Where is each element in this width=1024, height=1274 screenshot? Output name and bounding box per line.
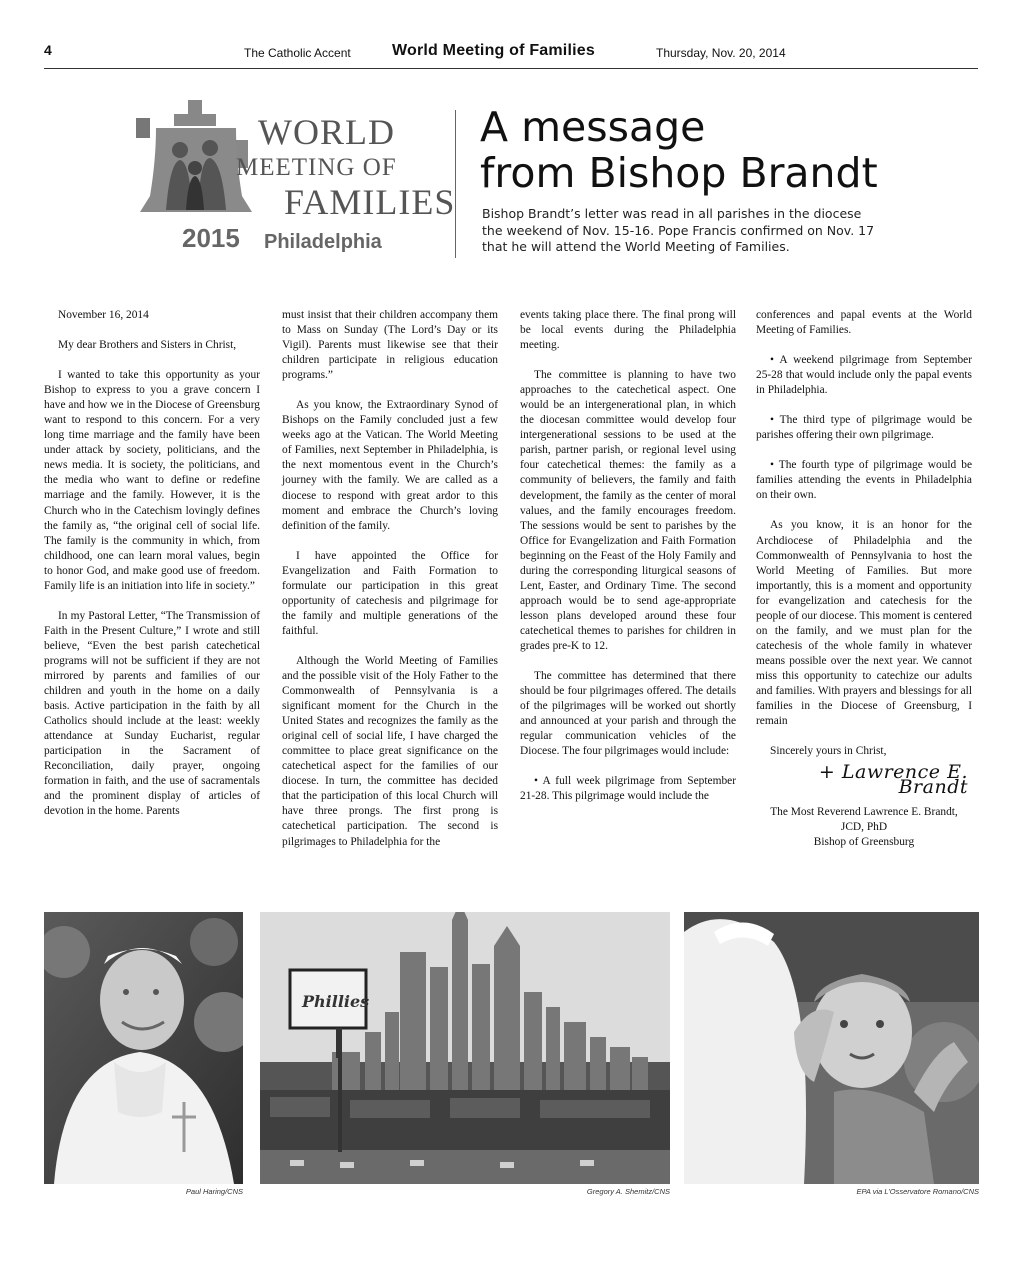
letter-paragraph: Although the World Meeting of Families and the possible visit of the Holy Father to the Commonwealth of Pennsylvania is a significant moment for the Church in the United States and recognizes the family as the original cell of social life, I have charged the committee to place great significance on the catechetical aspect for the families of our diocese. In turn, the committee has decided that the participation of this local Church will have three prongs. The first prong is catechetical participation. The second is pilgrimages to Philadelphia for the (282, 654, 498, 848)
letter-paragraph: I have appointed the Office for Evangelization and Faith Formation to formulate our participation in this great opportunity of catechesis and pilgrimage for the family and multiple generations of the faithful. (282, 549, 498, 637)
letter-paragraph: As you know, it is an honor for the Archdiocese of Philadelphia and the Commonwealth of Pennsylvania to host the World Meeting of Families. But more importantly, this is a moment and opportunity for evangelization and catechesis for the people of our diocese. This moment is centered on the family, and we must plan for the catechesis of the whole family in whatever means possible over the next year. We cannot miss this opportunity to catechize our adults and families. With prayers and blessings for all families in the Diocese of Greensburg, I remain (756, 519, 972, 728)
publication-name: The Catholic Accent (244, 46, 351, 60)
headline-line-2: from Bishop Brandt (480, 149, 878, 197)
letter-paragraph: events taking place there. The final prong will be local events during the Philadelphia meeting. (520, 309, 736, 352)
signer-degrees: JCD, PhD (840, 821, 888, 834)
letter-salutation: My dear Brothers and Sisters in Christ, (58, 339, 237, 352)
photo-credit: EPA via L’Osservatore Romano/CNS (856, 1187, 979, 1196)
letter-paragraph: I wanted to take this opportunity as your Bishop to express to you a grave concern I have and how we in the Diocese of Greensburg want to respond to this concern. For a very long time marriage and the family have been under attack by society, politicians, and the news media. It is society, the politicians, and the media who want to define or redefine marriage and the family. However, it is the Church who in the Catechism lovingly defines the family as, “the original cell of social life. The family is the community in which, from childhood, one can learn moral values, begin to honor God, and make good use of freedom. Family life is an initiation into life in society.” (44, 369, 260, 592)
letter-bullet: • The fourth type of pilgrimage would be families attending the events in Philadelphia on their own. (756, 459, 972, 502)
letter-column-4 (756, 308, 972, 850)
photo-pope-with-baby (684, 912, 979, 1184)
letter-paragraph: The committee is planning to have two approaches to the catechetical aspect. One would be an intergenerational plan, in which the diocesan committee would develop four intergenerational sessions to be used at the parish, partner parish, or regional level using four catechetical themes: the family as a community of believers, the family and faith development, the family as the center of moral values, and the family encourages freedom. The sessions would be sent to parishes by the Office for Evangelization and Faith Formation beginning on the Feast of the Holy Family and during the corresponding liturgical seasons of Lent, Easter, and Ordinary Time. The second approach would be to send age-appropriate lesson plans developed around these four catechetical themes to parishes for children in grades pre-K to 12. (520, 369, 736, 652)
logo-text-world: WORLD (258, 112, 395, 152)
signer-title: The Most Reverend Lawrence E. Brandt, (770, 806, 958, 819)
page-header (44, 40, 978, 69)
letter-bullet: • A weekend pilgrimage from September 25-28 that would include only the papal events in Philadelphia. (756, 354, 972, 397)
letter-paragraph: The committee has determined that there should be four pilgrimages offered. The details of the pilgrimages will be worked out shortly and announced at your parish and through the regular communication vehicles of the Diocese. The four pilgrimages would include: (520, 670, 736, 758)
headline-line-1: A message (480, 103, 706, 151)
letter-closing: Sincerely yours in Christ, (770, 745, 887, 758)
wmf-logo (136, 100, 456, 260)
letter-column-2 (282, 308, 498, 865)
letter-paragraph: must insist that their children accompany them to Mass on Sunday (The Lord’s Day or its Vigil). Parents must likewise see that their children participate in religious education programs.” (282, 309, 498, 382)
page-number: 4 (44, 42, 52, 58)
letter-paragraph: conferences and papal events at the World Meeting of Families. (756, 309, 972, 337)
bishop-signature: + Lawrence E. Brandt (818, 761, 968, 799)
article-headline (480, 104, 980, 196)
letter-column-3 (520, 308, 736, 819)
logo-text-families: FAMILIES (284, 182, 456, 222)
photo-credit: Gregory A. Shemitz/CNS (586, 1187, 670, 1196)
phillies-sign: Phillies (302, 992, 370, 1011)
logo-text-meeting: MEETING OF (236, 154, 397, 181)
photo-philadelphia-skyline (260, 912, 670, 1184)
section-title: World Meeting of Families (392, 42, 595, 59)
header-divider (455, 110, 456, 258)
issue-date: Thursday, Nov. 20, 2014 (656, 46, 786, 60)
logo-city: Philadelphia (264, 231, 382, 253)
photo-pope-francis (44, 912, 243, 1184)
logo-year: 2015 (182, 223, 240, 253)
letter-date: November 16, 2014 (58, 309, 149, 321)
letter-paragraph: As you know, the Extraordinary Synod of Bishops on the Family concluded just a few weeks ago at the Vatican. The World Meeting of Families, next September in Philadelphia, is the next momentous event in the Church’s journey with the family. We are called as a diocese to respond with great ardor to this moment and embrace the Church’s loving definition of the family. (282, 399, 498, 532)
signer-office: Bishop of Greensburg (813, 836, 915, 849)
photo-credit: Paul Haring/CNS (185, 1187, 243, 1196)
letter-bullet: • A full week pilgrimage from September 21-28. This pilgrimage would include the (520, 775, 736, 803)
letter-bullet: • The third type of pilgrimage would be parishes offering their own pilgrimage. (756, 414, 972, 442)
letter-paragraph: In my Pastoral Letter, “The Transmission of Faith in the Present Culture,” I wrote and still believe, “Even the best parish catechetical programs will not be sufficient if they are not mirrored by parents and families of our children and youth in the home on a daily basis. Active participation in the faith by all Catholics should include at the least: weekly attendance at Sunday Eucharist, regular participation in the Sacrament of Reconciliation, daily prayer, ongoing formation in faith, and the use of sacramentals and the prominent display of articles of devotion in the home. Parents (44, 609, 260, 818)
letter-column-1 (44, 308, 260, 834)
article-deck: Bishop Brandt’s letter was read in all parishes in the diocese the weekend of Nov. 15-16. Pope Francis confirmed on Nov. 17 that he will attend the World Meeting of Families. (482, 206, 875, 254)
